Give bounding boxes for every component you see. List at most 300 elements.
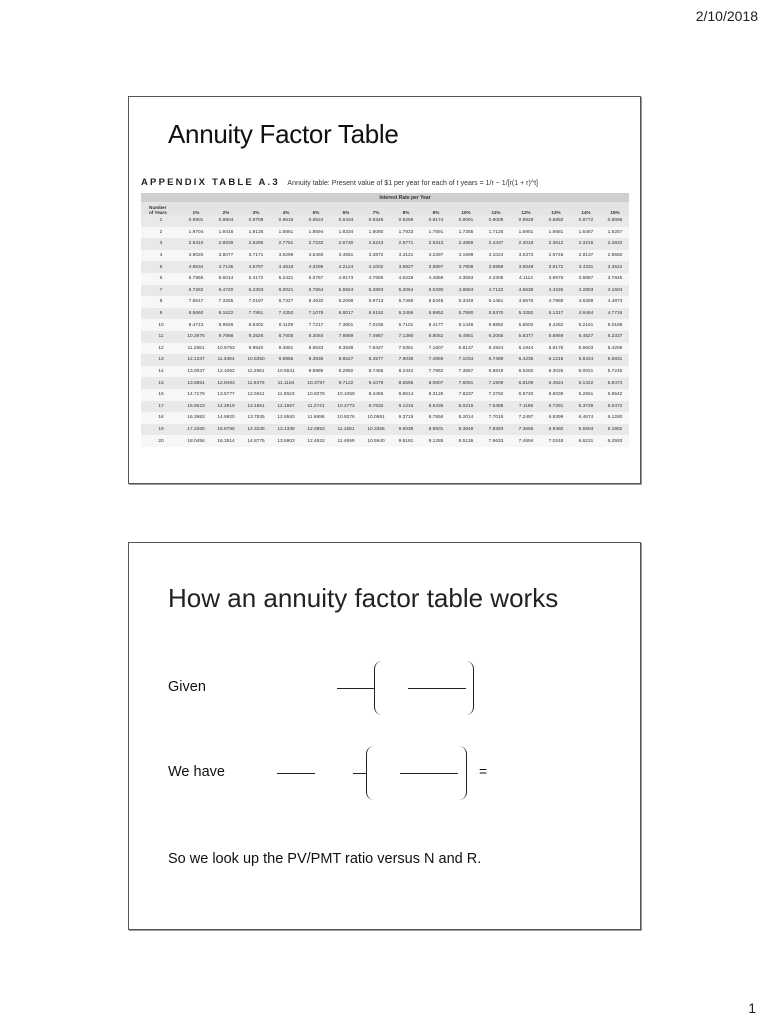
factor-cell: 3.1024 [488,253,504,259]
rate-header: 12% [511,202,541,215]
factor-cell: 8.8633 [308,345,324,351]
factor-cell: 0.9709 [248,218,264,224]
factor-cell: 4.4226 [548,287,564,293]
factor-cell: 7.1078 [308,311,324,317]
factor-cell: 9.6036 [398,426,414,432]
factor-cell: 5.6502 [518,322,534,328]
table-row [141,424,629,436]
slide-annuity-table [128,96,641,484]
factor-cell: 7.3601 [338,322,354,328]
factor-cell: 1.6681 [548,229,564,235]
factor-cell: 1.8080 [368,229,384,235]
table-row [141,215,629,227]
table-row [141,319,629,331]
factor-cell: 7.0236 [368,322,384,328]
factor-cell: 3.3522 [607,264,623,270]
years-cell: 12 [158,345,164,351]
factor-cell: 1.7355 [458,229,474,235]
table-row [141,285,629,297]
factor-cell: 9.3936 [308,357,324,363]
header-date: 2/10/2018 [695,8,758,24]
factor-cell: 4.3295 [308,264,324,270]
factor-cell: 7.7862 [428,369,444,375]
factor-cell: 1.9416 [218,229,234,235]
factor-cell: 7.0248 [548,438,564,444]
factor-cell: 5.8474 [607,380,623,386]
factor-cell: 7.6061 [458,380,474,386]
factor-cell: 5.7245 [607,369,623,375]
factor-cell: 4.4859 [428,276,444,282]
table-row [141,250,629,262]
factor-cell: 5.1317 [548,311,564,317]
years-cell: 20 [158,438,164,444]
rate-header: 13% [541,202,571,215]
years-cell: 10 [158,322,164,328]
factor-cell: 6.2593 [607,438,623,444]
factor-cell: 12.1337 [187,357,205,363]
factor-cell: 6.9740 [518,392,534,398]
years-cell: 6 [159,276,163,282]
appendix-caption: Annuity table: Present value of $1 per year for each of t years = 1/r − 1/[r(1 + r)^t] [287,180,538,187]
factor-cell: 2.6243 [368,241,384,247]
factor-cell: 4.2305 [488,276,504,282]
factor-cell: 7.5361 [398,345,414,351]
factor-cell: 7.9427 [368,345,384,351]
factor-cell: 10.8276 [337,415,355,421]
factor-cell: 1.6467 [578,229,594,235]
factor-cell: 2.4018 [518,241,534,247]
factor-cell: 5.3893 [368,287,384,293]
right-paren [466,661,474,715]
factor-cell: 3.2397 [428,253,444,259]
factor-cell: 11.1581 [337,426,355,432]
factor-cell: 3.6959 [488,264,504,270]
factor-cell: 4.5797 [248,264,264,270]
factor-cell: 6.4632 [308,299,324,305]
years-cell: 5 [159,264,163,270]
factor-cell: 15.6785 [217,426,235,432]
factor-cell: 8.5136 [458,438,474,444]
factor-cell: 13.8651 [187,380,205,386]
factor-cell: 0.8850 [548,218,564,224]
factor-cell: 1.7591 [428,229,444,235]
factor-cell: 2.2832 [607,241,623,247]
factor-cell: 5.7590 [458,311,474,317]
factor-cell: 6.7291 [548,403,564,409]
factor-cell: 3.8897 [428,264,444,270]
page-number: 1 [748,1000,756,1016]
factor-cell: 8.8514 [398,392,414,398]
factor-cell: 11.2961 [247,369,265,375]
factor-cell: 10.3797 [307,380,325,386]
factor-cell: 7.0197 [248,299,264,305]
factor-cell: 11.4699 [337,438,355,444]
we-have-label: We have [168,764,225,780]
factor-cell: 7.1390 [398,334,414,340]
factor-cell: 2.7751 [278,241,294,247]
factor-cell: 16.3983 [187,415,205,421]
factor-cell: 8.5302 [248,322,264,328]
table-row [141,296,629,308]
factor-cell: 4.9676 [518,299,534,305]
factor-cell: 9.7868 [218,334,234,340]
rate-header: 4% [271,202,301,215]
factor-cell: 7.7016 [488,415,504,421]
factor-cell: 8.7455 [368,369,384,375]
factor-cell: 0.9434 [338,218,354,224]
left-paren [374,661,382,715]
factor-cell: 7.4869 [428,357,444,363]
factor-cell: 12.6593 [277,415,295,421]
years-cell: 4 [159,253,163,259]
factor-cell: 5.2161 [578,322,594,328]
factor-cell: 4.4518 [278,264,294,270]
factor-cell: 7.8237 [458,392,474,398]
factor-cell: 6.1218 [548,357,564,363]
table-body [141,215,629,447]
factor-cell: 9.4466 [368,392,384,398]
factor-cell: 2.5313 [428,241,444,247]
factor-cell: 11.6896 [307,415,325,421]
factor-cell: 7.5488 [488,403,504,409]
factor-cell: 8.9826 [218,322,234,328]
fraction-bar [337,688,375,689]
factor-cell: 4.9464 [578,311,594,317]
factor-cell: 5.7466 [398,299,414,305]
factor-cell: 6.6231 [578,438,594,444]
factor-cell: 0.8772 [578,218,594,224]
factor-cell: 15.5623 [187,403,205,409]
table-row [141,331,629,343]
factor-cell: 5.4262 [548,322,564,328]
factor-cell: 5.8424 [578,357,594,363]
factor-cell: 7.1034 [458,357,474,363]
factor-cell: 1.6901 [518,229,534,235]
factor-cell: 8.3649 [458,426,474,432]
factor-cell: 7.1909 [488,380,504,386]
appendix-caption-line [141,177,629,188]
factor-cell: 3.7908 [458,264,474,270]
factor-cell: 5.9713 [368,299,384,305]
years-cell: 16 [158,392,164,398]
factor-cell: 18.0456 [187,438,205,444]
factor-cell: 6.6039 [548,392,564,398]
factor-cell: 6.1944 [518,345,534,351]
factor-cell: 3.3872 [368,253,384,259]
factor-cell: 5.8892 [488,322,504,328]
factor-cell: 5.2064 [398,287,414,293]
factor-cell: 2.6730 [338,241,354,247]
factor-cell: 9.2950 [338,369,354,375]
factor-cell: 6.7499 [488,357,504,363]
factor-cell: 12.1657 [277,403,295,409]
factor-cell: 2.9410 [188,241,204,247]
factor-cell: 6.4674 [578,415,594,421]
factor-cell: 5.0757 [308,276,324,282]
factor-cell: 6.6282 [518,369,534,375]
factor-cell: 9.3719 [398,415,414,421]
factor-cell: 10.5753 [217,345,235,351]
factor-cell: 6.2469 [398,311,414,317]
factor-cell: 6.2303 [248,287,264,293]
factor-cell: 5.3349 [458,299,474,305]
factor-cell: 5.5370 [488,311,504,317]
factor-cell: 4.3553 [458,276,474,282]
factor-cell: 6.0472 [607,403,623,409]
factor-cell: 5.4172 [248,276,264,282]
factor-cell: 4.8684 [458,287,474,293]
factor-cell: 7.4353 [278,311,294,317]
factor-cell: 11.2741 [307,403,325,409]
slide-how-it-works [128,542,641,930]
factor-cell: 7.6517 [188,299,204,305]
factor-cell: 10.6350 [247,357,265,363]
factor-cell: 6.3729 [578,403,594,409]
factor-cell: 0.8696 [607,218,623,224]
table-row [141,401,629,413]
factor-cell: 0.9259 [398,218,414,224]
factor-cell: 3.7171 [248,253,264,259]
table-row [141,366,629,378]
factor-cell: 8.3577 [368,357,384,363]
factor-cell: 6.8137 [458,345,474,351]
factor-cell: 8.1622 [218,311,234,317]
factor-cell: 14.3238 [247,426,265,432]
factor-cell: 10.8378 [307,392,325,398]
factor-cell: 1.8334 [338,229,354,235]
factor-cell: 4.2124 [338,264,354,270]
years-cell: 9 [159,311,163,317]
fraction-bar [277,773,315,774]
factor-cell: 0.9804 [218,218,234,224]
factor-cell: 13.1339 [277,426,295,432]
factor-cell: 10.1059 [337,392,355,398]
factor-cell: 4.5638 [518,287,534,293]
factor-cell: 3.5460 [308,253,324,259]
factor-cell: 6.2098 [338,299,354,305]
factor-cell: 6.8399 [548,415,564,421]
factor-cell: 9.7122 [338,380,354,386]
factor-cell: 1.7833 [398,229,414,235]
factor-cell: 3.7845 [607,276,623,282]
factor-cell: 0.8929 [518,218,534,224]
factor-cell: 6.4624 [548,380,564,386]
annuity-table-container [141,193,629,447]
factor-cell: 2.4869 [458,241,474,247]
factor-cell: 12.1062 [217,369,235,375]
factor-cell: 3.8077 [218,253,234,259]
factor-cell: 2.4437 [488,241,504,247]
factor-cell: 6.8109 [518,380,534,386]
years-cell: 19 [158,426,164,432]
factor-cell: 2.8286 [248,241,264,247]
factor-cell: 8.7556 [428,415,444,421]
factor-cell: 2.8550 [607,253,623,259]
factor-cell: 7.3667 [458,369,474,375]
factor-cell: 8.5595 [398,380,414,386]
factor-cell: 8.2014 [458,415,474,421]
factor-cell: 9.3851 [278,345,294,351]
fraction-bar [400,773,458,774]
factor-cell: 9.1216 [398,403,414,409]
factor-cell: 12.8493 [217,380,235,386]
factor-cell: 2.5771 [398,241,414,247]
factor-cell: 1.6257 [607,229,623,235]
factor-cell: 7.7217 [308,322,324,328]
factor-cell: 2.8839 [218,241,234,247]
factor-cell: 1.7125 [488,229,504,235]
factor-cell: 4.8534 [188,264,204,270]
factor-cell: 3.3121 [398,253,414,259]
factor-cell: 4.6229 [398,276,414,282]
factor-cell: 4.1002 [368,264,384,270]
factor-cell: 4.1604 [607,287,623,293]
factor-cell: 5.2337 [607,334,623,340]
years-cell: 18 [158,415,164,421]
factor-cell: 4.7135 [218,264,234,270]
table-row [141,377,629,389]
factor-cell: 6.2651 [578,392,594,398]
factor-cell: 5.9952 [428,311,444,317]
right-paren [459,746,467,800]
factor-cell: 14.7179 [187,392,205,398]
factor-cell: 3.9020 [188,253,204,259]
left-paren [366,746,374,800]
factor-cell: 7.1196 [518,403,534,409]
factor-cell: 8.5660 [188,311,204,317]
factor-cell: 8.0216 [458,403,474,409]
factor-cell: 5.7864 [308,287,324,293]
factor-cell: 6.5152 [368,311,384,317]
table-row [141,389,629,401]
factor-cell: 6.0021 [278,287,294,293]
factor-cell: 0.9174 [428,218,444,224]
factor-cell: 3.6299 [278,253,294,259]
table-row [141,308,629,320]
factor-cell: 9.2526 [248,334,264,340]
factor-cell: 7.9633 [488,438,504,444]
factor-cell: 5.3282 [518,311,534,317]
factor-cell: 12.5611 [247,392,265,398]
interest-rate-header: Interest Rate per Year [181,193,629,202]
factor-cell: 0.9091 [458,218,474,224]
factor-cell: 5.0330 [428,287,444,293]
factor-cell: 8.3064 [308,334,324,340]
factor-cell: 5.5831 [607,357,623,363]
factor-cell: 12.0853 [307,426,325,432]
factor-cell: 6.1280 [607,415,623,421]
slide-title: Annuity Factor Table [168,119,399,149]
factor-cell: 3.9927 [398,264,414,270]
factor-cell: 5.5348 [428,299,444,305]
rate-header: 7% [361,202,391,215]
table-row [141,273,629,285]
factor-cell: 8.1109 [278,322,294,328]
factor-cell: 14.2919 [217,403,235,409]
factor-cell: 8.3126 [428,392,444,398]
fraction-bar [408,688,466,689]
rate-header: 10% [451,202,481,215]
factor-cell: 5.6869 [548,334,564,340]
rate-header: 6% [331,202,361,215]
factor-cell: 7.3792 [488,392,504,398]
rate-header: 15% [601,202,629,215]
factor-cell: 7.8393 [488,426,504,432]
factor-cell: 1.8861 [278,229,294,235]
rate-header: 9% [421,202,451,215]
factor-cell: 7.7861 [248,311,264,317]
factor-cell: 6.5504 [578,426,594,432]
factor-cell: 0.9524 [308,218,324,224]
factor-cell: 14.9920 [217,415,235,421]
factor-cell: 5.7955 [188,276,204,282]
factor-cell: 3.5172 [548,264,564,270]
factor-cell: 8.3838 [338,345,354,351]
factor-cell: 6.8052 [428,334,444,340]
factor-cell: 6.1446 [458,322,474,328]
rate-header: 8% [391,202,421,215]
factor-cell: 9.4713 [188,322,204,328]
factor-cell: 6.7101 [398,322,414,328]
factor-cell: 4.7988 [548,299,564,305]
factor-cell: 4.7665 [368,276,384,282]
factor-cell: 4.9173 [338,276,354,282]
factor-cell: 1.8594 [308,229,324,235]
factor-cell: 11.2551 [187,345,205,351]
factor-cell: 1.9704 [188,229,204,235]
factor-cell: 6.8017 [338,311,354,317]
rate-header: 14% [571,202,601,215]
factor-cell: 7.4694 [518,438,534,444]
conclusion-text: So we look up the PV/PMT ratio versus N and R. [168,851,482,867]
factor-cell: 5.6603 [578,345,594,351]
factor-cell: 6.3025 [548,369,564,375]
factor-cell: 13.7535 [247,415,265,421]
factor-cell: 8.9501 [428,426,444,432]
factor-cell: 10.5940 [367,438,385,444]
factor-cell: 2.9137 [578,253,594,259]
factor-cell: 4.4873 [607,299,623,305]
factor-cell: 0.9901 [188,218,204,224]
factor-cell: 6.1422 [578,380,594,386]
rate-header: 1% [181,202,211,215]
factor-cell: 7.3658 [518,426,534,432]
years-cell: 15 [158,380,164,386]
factor-cell: 8.7605 [278,334,294,340]
years-cell: 14 [158,369,164,375]
factor-cell: 2.9745 [548,253,564,259]
factor-cell: 5.4206 [607,345,623,351]
factor-cell: 3.6048 [518,264,534,270]
table-row [141,354,629,366]
factor-cell: 6.0021 [578,369,594,375]
factor-cell: 6.4951 [458,334,474,340]
factor-cell: 8.8527 [338,357,354,363]
factor-cell: 0.9009 [488,218,504,224]
factor-cell: 3.1699 [458,253,474,259]
factor-cell: 5.0188 [607,322,623,328]
factor-cell: 17.2260 [187,426,205,432]
factor-cell: 2.7232 [308,241,324,247]
factor-cell: 5.9542 [607,392,623,398]
factor-cell: 13.0037 [187,369,205,375]
factor-cell: 1.9135 [248,229,264,235]
factor-cell: 2.3612 [548,241,564,247]
years-cell: 2 [159,229,163,235]
rate-header: 5% [301,202,331,215]
rate-header: 3% [241,202,271,215]
factor-cell: 7.8869 [338,334,354,340]
